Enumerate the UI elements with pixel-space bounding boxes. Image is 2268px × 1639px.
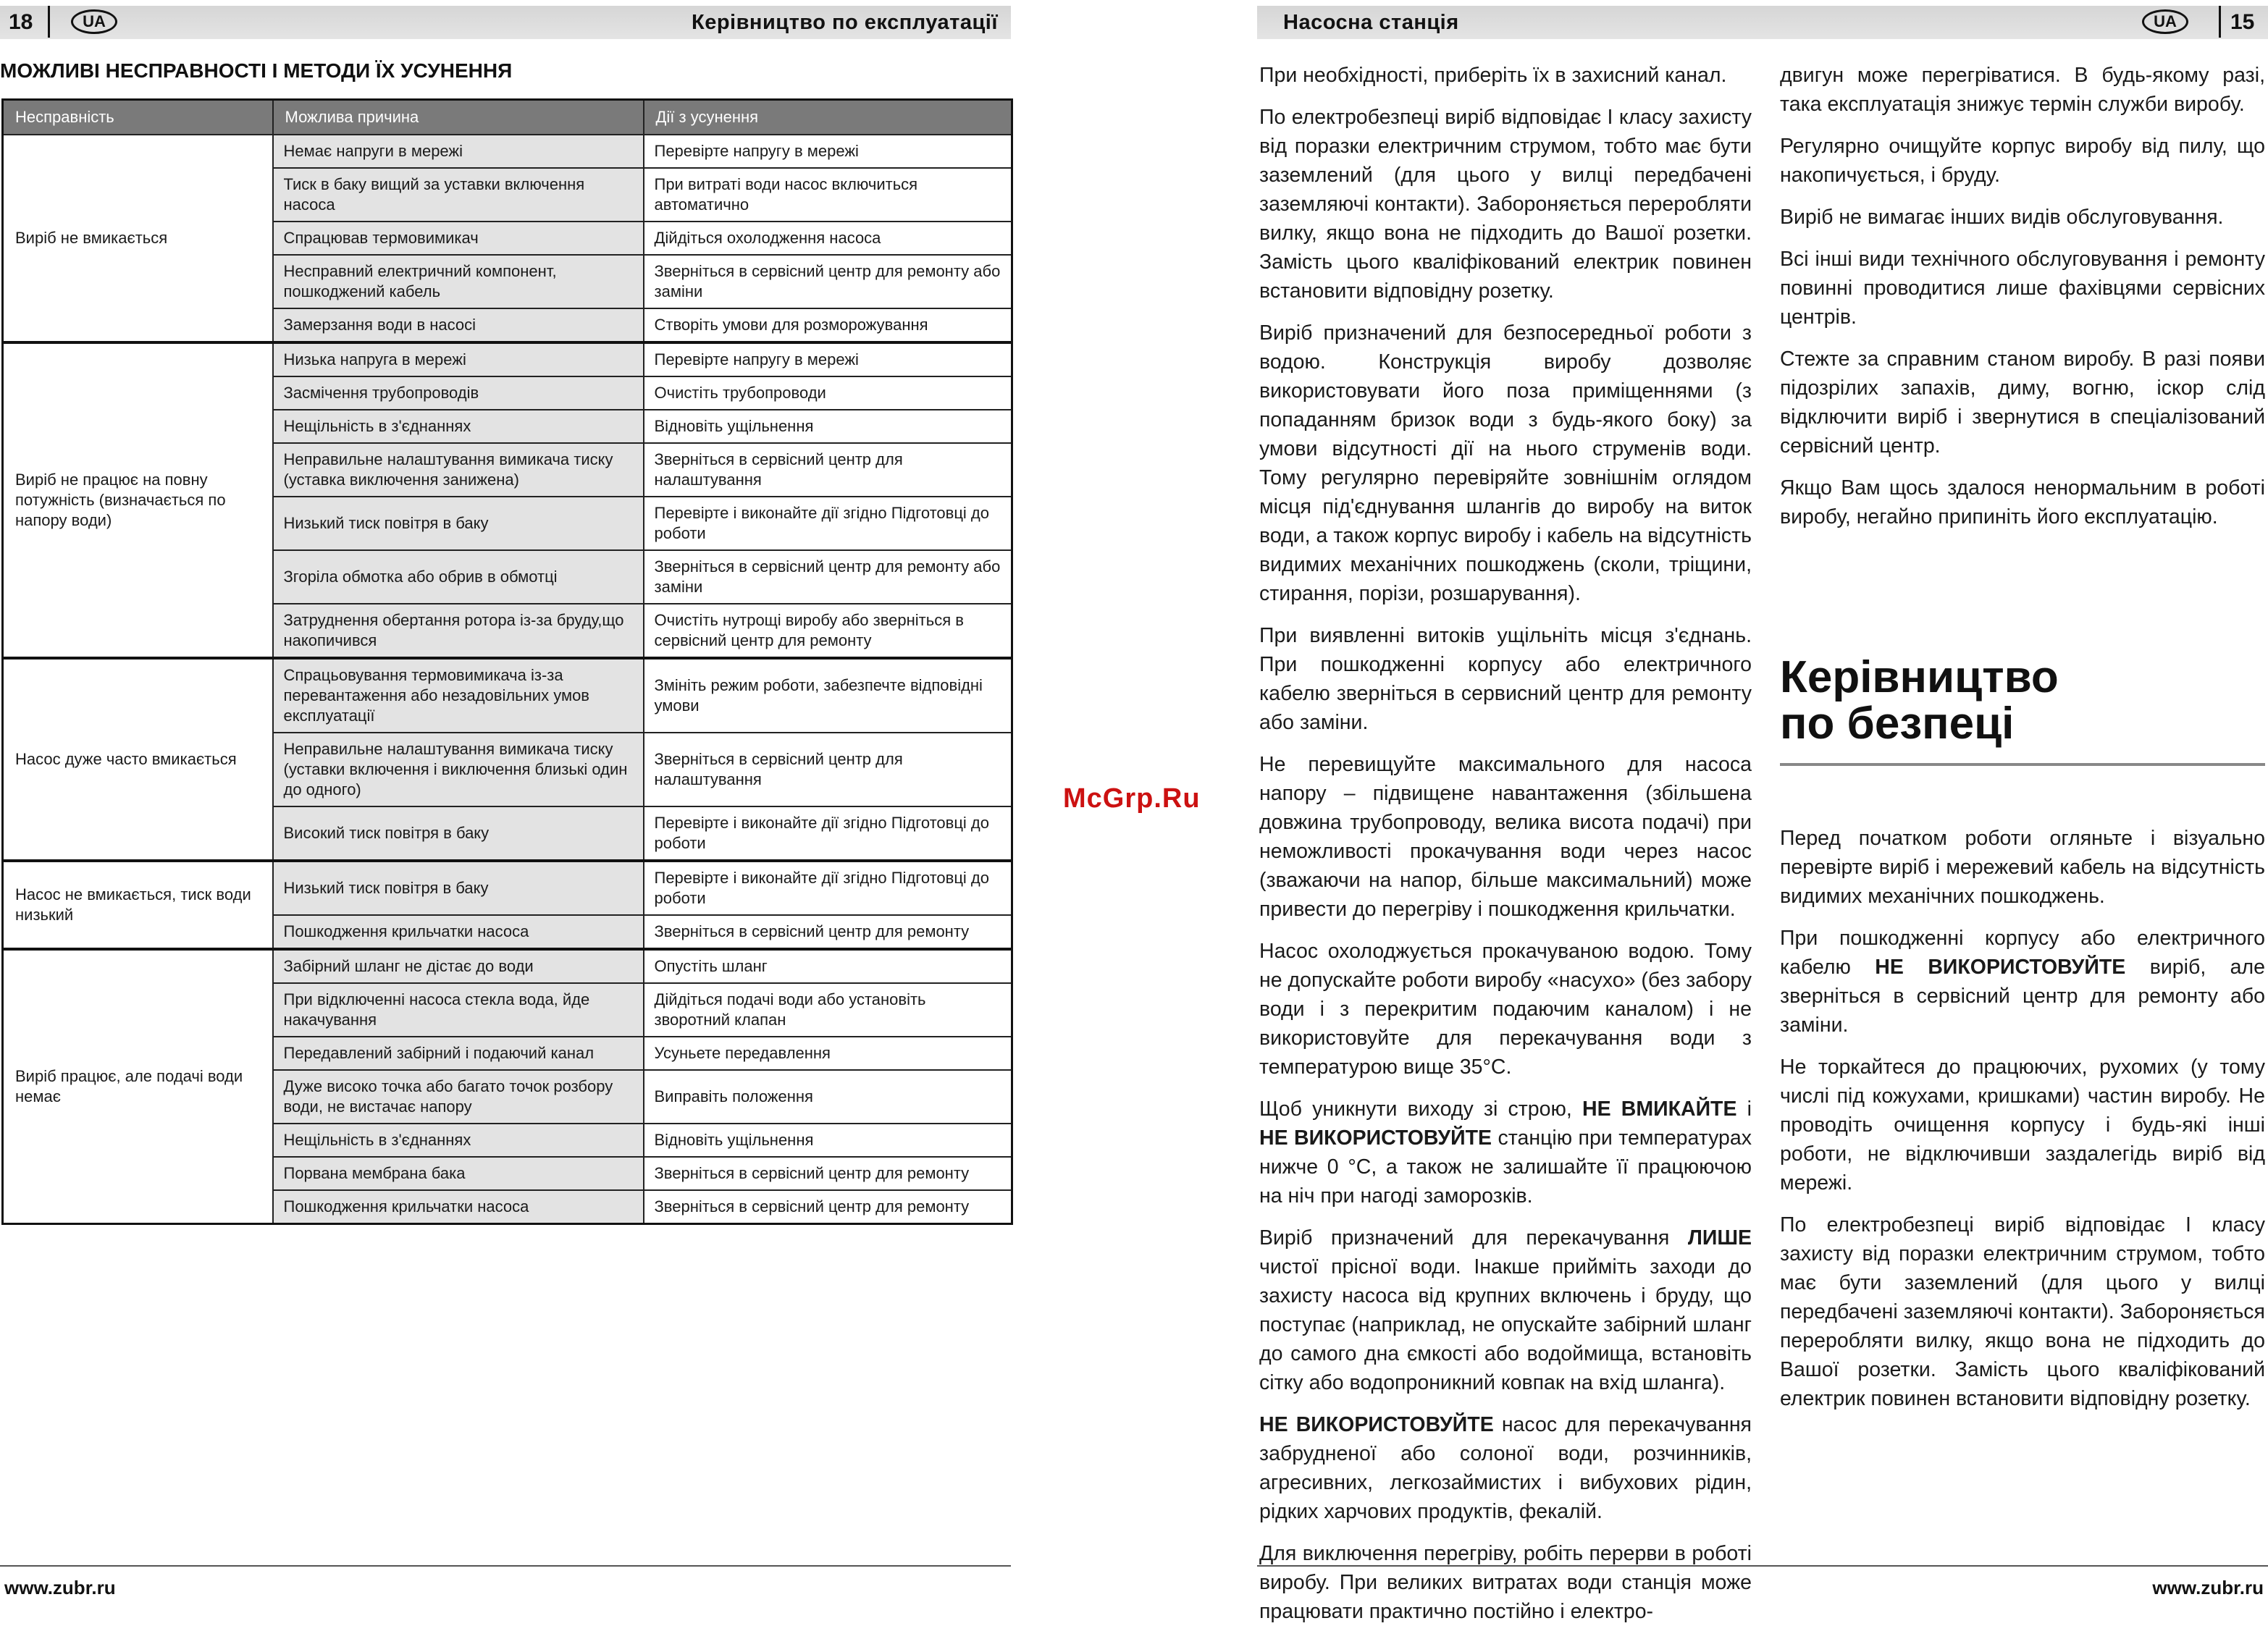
- emphasis-text: НЕ ВИКОРИСТОВУЙТЕ: [1875, 956, 2126, 979]
- paragraph: [1259, 1095, 1752, 1210]
- paragraph: [1780, 1053, 2265, 1197]
- left-footer-url[interactable]: www.zubr.ru: [4, 1577, 116, 1598]
- text-run: двигун може перегріватися. В будь-якому разі, така експлуатація знижує термін служби виробу.: [1780, 64, 2265, 116]
- right-header-title: Насосна станція: [1283, 10, 1459, 34]
- text-run: Регулярно очищуйте корпус виробу від пилу, що накопичується, і бруду.: [1780, 135, 2265, 187]
- paragraph: [1780, 132, 2265, 190]
- right-footer-url[interactable]: www.zubr.ru: [2152, 1577, 2264, 1598]
- cause-cell: Передавлений забірний і подаючий канал: [273, 1037, 644, 1070]
- left-page-number: 18: [9, 10, 33, 34]
- cause-cell: Неправильне налаштування вимикача тиску (уставки включення і виключення близькі один до одного): [273, 733, 644, 806]
- maintenance-text: [1780, 61, 2265, 531]
- emphasis-text: НЕ ВМИКАЙТЕ: [1582, 1097, 1737, 1121]
- emphasis-text: НЕ ВИКОРИСТОВУЙТЕ: [1259, 1126, 1492, 1150]
- fix-cell: Очистіть трубопроводи: [644, 376, 1012, 410]
- paragraph: [1259, 750, 1752, 924]
- right-header-bar: [1257, 6, 2268, 39]
- fix-cell: Змініть режим роботи, забезпечте відповідні умови: [644, 658, 1012, 733]
- fault-cell: Виріб не працює на повну потужність (визначається по напору води): [3, 342, 273, 658]
- fix-cell: Зверніться в сервісний центр для налаштування: [644, 443, 1012, 497]
- text-column-left: [1259, 61, 1752, 1639]
- paragraph: [1780, 61, 2265, 119]
- text-run: При пошкодженні корпусу або електричного кабелю: [1780, 927, 2265, 979]
- troubleshooting-table: [1, 98, 1013, 1225]
- paragraph: [1259, 1539, 1752, 1626]
- cause-cell: Засмічення трубопроводів: [273, 376, 644, 410]
- safety-heading-rule: [1780, 763, 2265, 766]
- fix-cell: Усуньете передавлення: [644, 1037, 1012, 1070]
- paragraph: [1780, 473, 2265, 531]
- right-page-number-divider: [2219, 6, 2221, 38]
- right-footer-rule: [1257, 1565, 2268, 1567]
- paragraph: [1259, 61, 1752, 90]
- paragraph: [1780, 924, 2265, 1040]
- fix-cell: Зверніться в сервісний центр для ремонту або заміни: [644, 550, 1012, 604]
- fix-cell: Дійдіться охолодження насоса: [644, 222, 1012, 255]
- fix-cell: Відновіть ущільнення: [644, 1124, 1012, 1157]
- fault-cell: Виріб працює, але подачі води немає: [3, 949, 273, 1224]
- section-title: МОЖЛИВІ НЕСПРАВНОСТІ І МЕТОДИ ЇХ УСУНЕННЯ: [0, 59, 513, 82]
- text-run: Насос охолоджується прокачуваною водою. Тому не допускайте роботи виробу «насухо» (без забору води і з перекритим подаючим каналом) і не використовуйте для перекачування води з температурою вище 35°C.: [1259, 940, 1752, 1079]
- paragraph: [1259, 103, 1752, 306]
- cause-cell: Пошкодження крильчатки насоса: [273, 915, 644, 949]
- text-run: Не торкайтеся до працюючих, рухомих (у тому числі під кожухами, кришками) частин виробу. Не проводіть очищення корпусу і будь-які інші роботи, не відключивши заздалегідь виріб від мережі.: [1780, 1056, 2265, 1195]
- left-header-bar: [0, 6, 1011, 39]
- safety-heading-line1: Керівництво: [1780, 652, 2059, 702]
- text-run: Перед початком роботи огляньте і візуально перевірте виріб і мережевий кабель на відсутність видимих механічних пошкоджень.: [1780, 827, 2265, 908]
- paragraph: [1780, 345, 2265, 460]
- paragraph: [1259, 621, 1752, 737]
- right-page: [1257, 0, 2268, 1623]
- fix-cell: Перевірте напругу в мережі: [644, 135, 1012, 168]
- table-row: [3, 861, 1012, 915]
- header-fault: Несправність: [3, 100, 273, 135]
- text-run: При необхідності, приберіть їх в захисний канал.: [1259, 64, 1727, 87]
- cause-cell: Низький тиск повітря в баку: [273, 861, 644, 915]
- text-run: Виріб призначений для безпосередньої роботи з водою. Конструкція виробу дозволяє використовувати його поза приміщеннями (з попаданням бризок води з будь-якого боку) за умови відсутності дії на нього струменів води. Тому регулярно перевіряйте зовнішнім оглядом місця під'єднування шлангів до виробу на виток води, а також корпус виробу і кабель на відсутність видимих механічних пошкоджень (сколи, тріщини, стирання, порізи, розшарування).: [1259, 321, 1752, 605]
- left-page-number-divider: [48, 6, 50, 38]
- paragraph: [1259, 937, 1752, 1082]
- table-body: [3, 135, 1012, 1224]
- text-run: Стежте за справним станом виробу. В разі появи підозрілих запахів, диму, вогню, іскор слід відключити виріб і звернутися в спеціалізований сервісний центр.: [1780, 347, 2265, 458]
- cause-cell: Неправильне налаштування вимикача тиску (уставка виключення занижена): [273, 443, 644, 497]
- cause-cell: Немає напруги в мережі: [273, 135, 644, 168]
- fix-cell: Відновіть ущільнення: [644, 410, 1012, 443]
- paragraph: [1780, 245, 2265, 332]
- text-run: Для виключення перегріву, робіть перерви в роботі виробу. При великих витратах води станція може працювати практично постійно і електро-: [1259, 1542, 1752, 1623]
- fix-cell: Перевірте і виконайте дії згідно Підготовці до роботи: [644, 806, 1012, 861]
- cause-cell: Нещільність в з'єднаннях: [273, 1124, 644, 1157]
- left-footer-rule: [0, 1565, 1011, 1567]
- paragraph: [1780, 824, 2265, 911]
- cause-cell: Низький тиск повітря в баку: [273, 497, 644, 550]
- fix-cell: Зверніться в сервісний центр для ремонту або заміни: [644, 255, 1012, 308]
- safety-text: [1780, 824, 2265, 1413]
- text-run: При виявленні витоків ущільніть місця з'єднань. При пошкодженні корпусу або електричного кабелю зверніться в сервисний центр для ремонту або заміни.: [1259, 624, 1752, 734]
- text-run: станцію при температурах нижче 0 °C, а також не залишайте її працюючою на ніч при нагоді заморозків.: [1259, 1126, 1752, 1208]
- paragraph: [1259, 1223, 1752, 1397]
- fix-cell: Зверніться в сервісний центр для ремонту: [644, 1190, 1012, 1224]
- cause-cell: Затруднення обертання ротора із-за бруду,що накопичився: [273, 604, 644, 658]
- text-run: Всі інші види технічного обслуговування і ремонту повинні проводитися лише фахівцями сервісних центрів.: [1780, 248, 2265, 329]
- fix-cell: Опустіть шланг: [644, 949, 1012, 983]
- emphasis-text: НЕ ВИКОРИСТОВУЙТЕ: [1259, 1413, 1494, 1436]
- paragraph: [1259, 319, 1752, 608]
- cause-cell: Пошкодження крильчатки насоса: [273, 1190, 644, 1224]
- text-run: насос для перекачування забрудненої або солоної води, розчинників, агресивних, легкозаймистих і вибухових рідин, рідких харчових продуктів, фекалій.: [1259, 1413, 1752, 1523]
- cause-cell: Тиск в баку вищий за уставки включення насоса: [273, 168, 644, 222]
- text-run: Якщо Вам щось здалося ненормальним в роботі виробу, негайно припиніть його експлуатацію.: [1780, 476, 2265, 528]
- text-run: і: [1736, 1097, 1752, 1121]
- text-run: Не перевищуйте максимального для насоса напору – підвищене навантаження (збільшена довжина трубопроводу, велика висота подачі) при неможливості прокачування води через насос (зважаючи на напор, більше максимальний) може привести до перегріву і пошкодження крильчатки.: [1259, 753, 1752, 921]
- fix-cell: Дійдіться подачі води або установіть зворотний клапан: [644, 983, 1012, 1037]
- fault-cell: Виріб не вмикається: [3, 135, 273, 342]
- fault-cell: Насос не вмикається, тиск води низький: [3, 861, 273, 949]
- text-run: чистої прісної води. Інакше прийміть заходи до захисту насоса від крупних включень і бруду, що поступає (наприклад, не опускайте забірний шланг до самого дна ємкості або водоймища, встановіть сітку або водопроникний ковпак на вхід шланга).: [1259, 1255, 1752, 1394]
- cause-cell: Забірний шланг не дістає до води: [273, 949, 644, 983]
- cause-cell: Порвана мембрана бака: [273, 1157, 644, 1190]
- safety-heading: [1780, 654, 2265, 747]
- text-run: По електробезпеці виріб відповідає I класу захисту від поразки електричним струмом, тобто має бути заземлений (для цього у вилці передбачені заземляючі контакти). Забороняється переробляти вилку, якщо вона не підходить до Вашої розетки. Замість цього кваліфікований електрик повинен встановити відповідну розетку.: [1780, 1213, 2265, 1410]
- header-fix: Дії з усунення: [644, 100, 1012, 135]
- text-run: Виріб призначений для перекачування: [1259, 1226, 1688, 1250]
- paragraph: [1780, 203, 2265, 232]
- fix-cell: Зверніться в сервісний центр для налаштування: [644, 733, 1012, 806]
- cause-cell: Несправний електричний компонент, пошкоджений кабель: [273, 255, 644, 308]
- emphasis-text: ЛИШЕ: [1687, 1226, 1752, 1250]
- watermark: McGrp.Ru: [1063, 783, 1201, 814]
- right-page-number: 15: [2230, 10, 2255, 34]
- table-row: [3, 658, 1012, 733]
- text-run: По електробезпеці виріб відповідає I класу захисту від поразки електричним струмом, тобто має бути заземлений (для цього у вилці передбачені заземляючі контакти). Забороняється переробляти вилку, якщо вона не підходить до Вашої розетки. Замість цього кваліфікований електрик повинен встановити відповідну розетку.: [1259, 106, 1752, 303]
- fix-cell: Створіть умови для розморожування: [644, 308, 1012, 342]
- table-header-row: [3, 100, 1012, 135]
- cause-cell: Високий тиск повітря в баку: [273, 806, 644, 861]
- left-page: [0, 0, 1014, 1598]
- fix-cell: Перевірте і виконайте дії згідно Підготовці до роботи: [644, 861, 1012, 915]
- text-column-right: [1780, 61, 2265, 1426]
- cause-cell: Низька напруга в мережі: [273, 342, 644, 376]
- right-lang-badge: UA: [2142, 9, 2188, 34]
- cause-cell: Дуже високо точка або багато точок розбору води, не вистачає напору: [273, 1070, 644, 1124]
- cause-cell: Нещільність в з'єднаннях: [273, 410, 644, 443]
- table-row: [3, 135, 1012, 168]
- paragraph: [1259, 1410, 1752, 1526]
- text-run: Виріб не вимагає інших видів обслуговування.: [1780, 206, 2224, 229]
- left-header-title: Керівництво по експлуатації: [692, 10, 998, 34]
- paragraph: [1780, 1210, 2265, 1413]
- table-row: [3, 949, 1012, 983]
- fault-cell: Насос дуже часто вмикається: [3, 658, 273, 861]
- cause-cell: Згоріла обмотка або обрив в обмотці: [273, 550, 644, 604]
- fix-cell: Перевірте напругу в мережі: [644, 342, 1012, 376]
- fix-cell: Зверніться в сервісний центр для ремонту: [644, 915, 1012, 949]
- fix-cell: Зверніться в сервісний центр для ремонту: [644, 1157, 1012, 1190]
- cause-cell: Замерзання води в насосі: [273, 308, 644, 342]
- text-run: Щоб уникнути виходу зі строю,: [1259, 1097, 1582, 1121]
- fix-cell: При витраті води насос включиться автоматично: [644, 168, 1012, 222]
- fix-cell: Виправіть положення: [644, 1070, 1012, 1124]
- left-lang-badge: UA: [71, 9, 117, 34]
- table-row: [3, 342, 1012, 376]
- fix-cell: Очистіть нутрощі виробу або зверніться в сервісний центр для ремонту: [644, 604, 1012, 658]
- cause-cell: Спрацьовування термовимикача із-за перевантаження або незадовільних умов експлуатації: [273, 658, 644, 733]
- cause-cell: Спрацював термовимикач: [273, 222, 644, 255]
- safety-heading-line2: по безпеці: [1780, 699, 2015, 749]
- header-cause: Можлива причина: [273, 100, 644, 135]
- text-run: виріб, але зверніться в сервісний центр для ремонту або заміни.: [1780, 956, 2265, 1037]
- fix-cell: Перевірте і виконайте дії згідно Підготовці до роботи: [644, 497, 1012, 550]
- cause-cell: При відключенні насоса стекла вода, йде накачування: [273, 983, 644, 1037]
